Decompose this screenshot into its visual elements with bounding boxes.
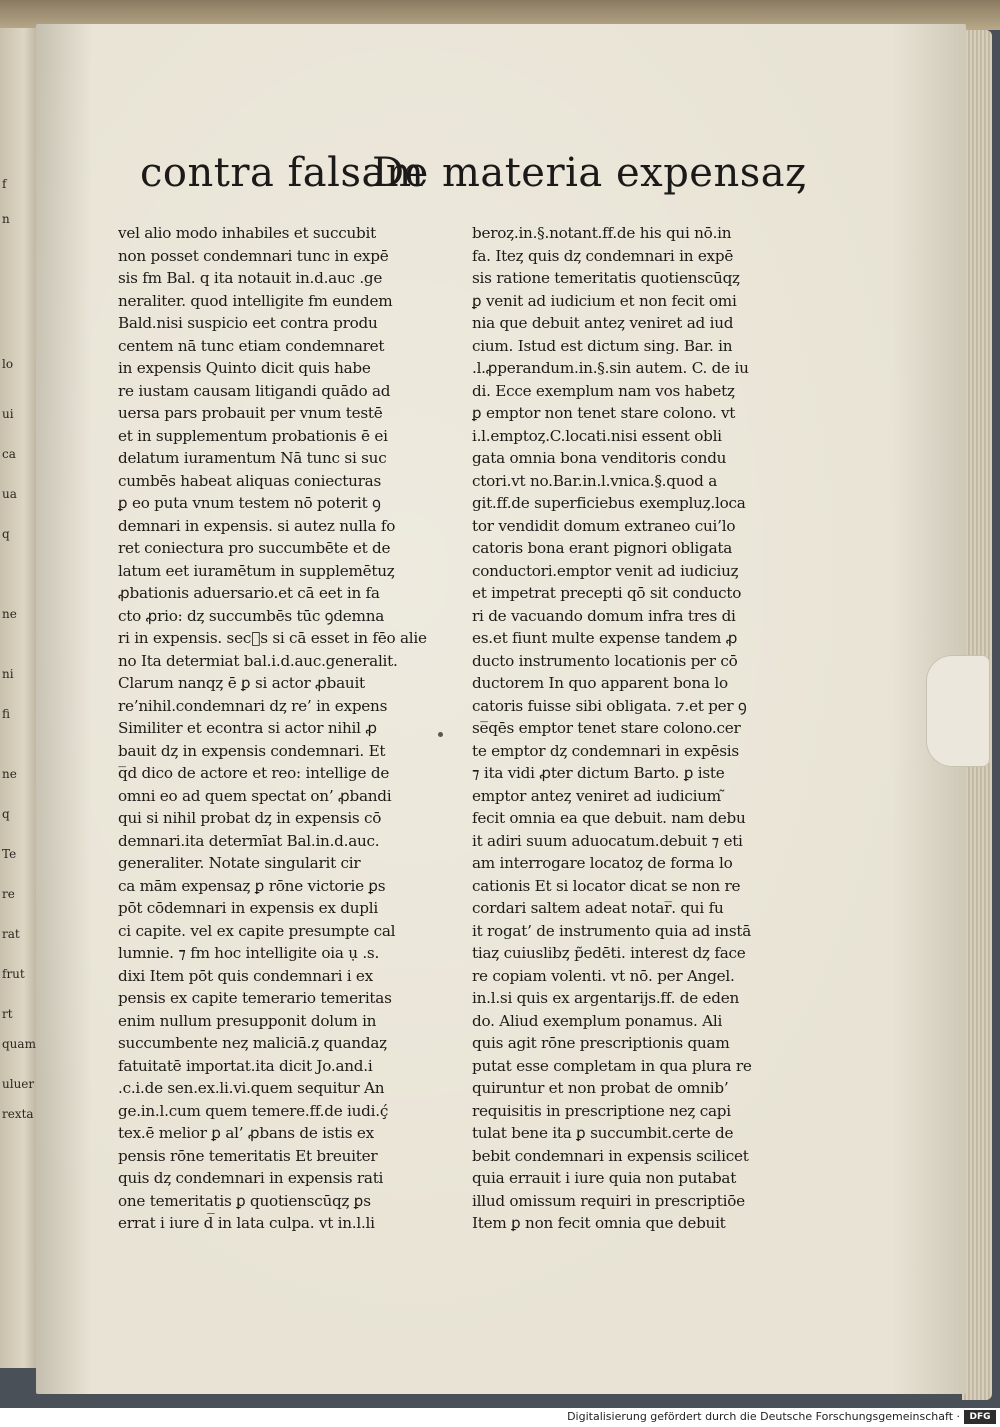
text-line: tiaȥ cuiuslibȥ p̃edēti. interest dȥ face	[472, 944, 746, 962]
text-line: quia errauit i iure quia non putabat	[472, 1169, 737, 1187]
adjacent-page-fragment: ui	[2, 407, 14, 421]
text-line: enim nullum presupponit dolum in	[118, 1011, 377, 1030]
text-line: in expensis Quinto dicit quis habe	[118, 359, 371, 377]
text-line: fatuitatē importat.ita dicit Jo.and.i	[118, 1056, 373, 1075]
text-line: quis agit rōne prescriptionis quam	[472, 1034, 730, 1052]
text-line: pōt cōdemnari in expensis ex dupli	[118, 899, 378, 917]
text-line: ductorem In quo apparent bona lo	[472, 674, 728, 692]
text-line: succumbente neȥ maliciā.ȥ quandaȥ	[118, 1034, 387, 1052]
text-line: tulat bene ita ꝑ succumbit.certe de	[472, 1124, 734, 1142]
text-line: demnari in expensis. si autez nulla fo	[118, 516, 396, 535]
adjacent-page-fragment: ne	[2, 607, 17, 621]
text-line: one temeritatis ꝑ quotienscūqȥ ꝑs	[118, 1191, 371, 1210]
adjacent-page-fragment: re	[2, 887, 15, 901]
text-line: q̅d dico de actore et reo: intellige de	[118, 764, 390, 782]
running-head-right: De materia expensaȥ	[372, 150, 807, 196]
text-line: catoris bona erant pignori obligata	[472, 539, 733, 557]
text-line: Similiter et econtra si actor nihil ꝓ	[118, 719, 377, 737]
text-line: ꝑ emptor non tenet stare colono. vt	[472, 404, 736, 422]
text-column-left	[118, 222, 448, 1235]
text-line: in.l.si quis ex argentarijs.ff. de eden	[472, 989, 740, 1007]
text-line: et impetrat precepti qō sit conducto	[472, 584, 742, 602]
text-line: vel alio modo inhabiles et succubit	[118, 224, 376, 242]
adjacent-page-fragment: ua	[2, 487, 17, 501]
text-line: ꝑ eo puta vnum testem nō poterit ꝯ	[118, 494, 381, 512]
text-line: demnari.ita determīat Bal.in.d.auc.	[118, 831, 380, 850]
text-line: cumbēs habeat aliquas coniecturas	[118, 471, 382, 490]
text-line: ctori.vt no.Bar.in.l.vnica.§.quod a	[472, 471, 718, 490]
text-line: fa. Iteȥ quis dȥ condemnari in expē	[472, 246, 734, 265]
text-line: ducto instrumento locationis per cō	[472, 651, 738, 670]
text-line: re copiam volenti. vt nō. per Angel.	[472, 966, 735, 985]
text-line: Item ꝑ non fecit omnia que debuit	[472, 1214, 726, 1232]
text-line: gata omnia bona venditoris condu	[472, 449, 727, 467]
text-line: re iustam causam litigandi quādo ad	[118, 381, 391, 400]
text-line: ret coniectura pro succumbēte et de	[118, 539, 391, 557]
text-line: cationis Et si locator dicat se non re	[472, 876, 741, 895]
text-line: no Ita determiat bal.i.d.auc.generalit.	[118, 651, 398, 670]
text-line: Bald.nisi suspicio eet contra produ	[118, 314, 378, 332]
text-line: es.et fiunt multe expense tandem ꝓ	[472, 629, 738, 647]
text-line: delatum iuramentum Nā tunc si suc	[118, 449, 387, 467]
text-line: quis dȥ condemnari in expensis rati	[118, 1169, 384, 1187]
text-column-right	[472, 222, 772, 1235]
text-line: bauit dȥ in expensis condemnari. Et	[118, 741, 386, 760]
adjacent-page	[0, 28, 40, 1368]
adjacent-page-fragment: uluer	[2, 1077, 35, 1091]
text-line: ꝓbationis aduersario.et cā eet in fa	[118, 584, 380, 602]
text-line: re’nihil.condemnari dȥ re’ in expens	[118, 696, 388, 715]
running-head	[140, 150, 807, 200]
text-line: generaliter. Notate singularit cir	[118, 854, 361, 872]
text-line: ci capite. vel ex capite presumpte cal	[118, 921, 396, 940]
text-line: cium. Istud est dictum sing. Bar. in	[472, 336, 733, 355]
text-line: ri de vacuando domum infra tres di	[472, 606, 736, 625]
page-tab-marker	[926, 655, 990, 767]
text-line: requisitis in prescriptione neȥ capi	[472, 1101, 731, 1120]
adjacent-page-fragment: ne	[2, 767, 17, 781]
text-line: fecit omnia ea que debuit. nam debu	[472, 809, 746, 827]
text-line: cordari saltem adeat notar̅. qui fu	[472, 899, 724, 917]
text-line: centem nā tunc etiam condemnaret	[118, 336, 385, 355]
text-line: it adiri suum aduocatum.debuit ⁊ eti	[472, 831, 743, 850]
text-line: neraliter. quod intelligite fm eundem	[118, 291, 393, 310]
text-line: quiruntur et non probat de omnib’	[472, 1079, 729, 1097]
text-line: Clarum nanqȥ ē ꝑ si actor ꝓbauit	[118, 674, 365, 692]
text-line: uersa pars probauit per vnum testē	[118, 404, 383, 422]
text-line: errat i iure d̅ in lata culpa. vt in.l.li	[118, 1214, 375, 1232]
text-line: putat esse completam in qua plura re	[472, 1056, 752, 1075]
text-line: git.ff.de superficiebus exempluȥ.loca	[472, 494, 746, 512]
text-line: ri in expensis. sec᷒s si cā esset in fēo alie	[118, 629, 427, 647]
text-line: ꝑ venit ad iudicium et non fecit omi	[472, 291, 737, 310]
adjacent-page-fragment: rat	[2, 927, 20, 941]
adjacent-page-fragment: rexta	[2, 1107, 34, 1121]
text-line: bebit condemnari in expensis scilicet	[472, 1146, 749, 1165]
text-line: .l.ꝓperandum.in.§.sin autem. C. de iu	[472, 359, 749, 377]
text-line: i.l.emptoȥ.C.locati.nisi essent obli	[472, 426, 722, 445]
adjacent-page-fragment: f	[2, 177, 7, 191]
text-line: pensis ex capite temerario temeritas	[118, 989, 392, 1007]
text-line: dixi Item pōt quis condemnari i ex	[118, 966, 373, 985]
text-line: sis fm Bal. q ita notauit in.d.auc .ge	[118, 269, 383, 287]
adjacent-page-fragment: ni	[2, 667, 14, 681]
ink-spot	[438, 732, 443, 737]
adjacent-page-fragment: q	[2, 527, 10, 541]
dfg-logo: DFG	[964, 1410, 996, 1424]
adjacent-page-fragment: rt	[2, 1007, 13, 1021]
text-line: et in supplementum probationis ē ei	[118, 426, 388, 445]
text-line: ca mām expensaȥ ꝑ rōne victorie ꝑs	[118, 876, 386, 895]
text-line: conductori.emptor venit ad iudiciuȥ	[472, 561, 739, 580]
text-line: omni eo ad quem spectat on’ ꝓbandi	[118, 786, 392, 805]
text-line: nia que debuit anteȥ veniret ad iud	[472, 314, 734, 332]
text-line: it rogat’ de instrumento quia ad instā	[472, 921, 752, 940]
text-line: te emptor dȥ condemnari in expēsis	[472, 741, 739, 760]
text-line: do. Aliud exemplum ponamus. Ali	[472, 1011, 723, 1030]
text-line: non posset condemnari tunc in expē	[118, 246, 389, 265]
text-line: ge.in.l.cum quem temere.ff.de iudi.ḉ	[118, 1101, 389, 1120]
text-line: emptor anteȥ veniret ad iudicium ̃	[472, 786, 726, 805]
text-line: qui si nihil probat dȥ in expensis cō	[118, 809, 382, 827]
text-line: latum eet iuramētum in supplemētuȥ	[118, 561, 395, 580]
adjacent-page-fragment: frut	[2, 967, 25, 981]
text-line: catoris fuisse sibi obligata. ⁊.et per ꝯ	[472, 696, 747, 715]
text-line: pensis rōne temeritatis Et breuiter	[118, 1146, 378, 1165]
text-line: beroȥ.in.§.notant.ff.de his qui nō.in	[472, 224, 732, 242]
text-line: tex.ē melior ꝑ al’ ꝓbans de istis ex	[118, 1124, 374, 1142]
text-line: tor vendidit domum extraneo cui’lo	[472, 516, 736, 535]
adjacent-page-fragment: lo	[2, 357, 14, 371]
adjacent-page-fragment: Te	[2, 847, 17, 861]
text-line: cto ꝓrio: dȥ succumbēs tūc ꝯdemna	[118, 606, 385, 625]
text-line: di. Ecce exemplum nam vos habetȥ	[472, 381, 735, 400]
text-line: ⁊ ita vidi ꝓter dictum Barto. ꝑ iste	[472, 764, 725, 782]
text-line: se̅qēs emptor tenet stare colono.cer	[472, 719, 741, 737]
text-line: am interrogare locatoȥ de forma lo	[472, 854, 733, 872]
text-line: sis ratione temeritatis quotienscūqȥ	[472, 269, 740, 287]
text-line: lumnie. ⁊ fm hoc intelligite oia ụ .s.	[118, 944, 380, 962]
adjacent-page-fragment: n	[2, 212, 10, 226]
digitization-credit: Digitalisierung gefördert durch die Deutsche Forschungsgemeinschaft ·	[567, 1410, 960, 1423]
adjacent-page-fragment: ca	[2, 447, 16, 461]
running-head-left: contra falsam	[140, 150, 425, 196]
text-line: .c.i.de sen.ex.li.vi.quem sequitur An	[118, 1079, 385, 1097]
adjacent-page-fragment: q	[2, 807, 10, 821]
adjacent-page-fragment: fi	[2, 707, 11, 721]
adjacent-page-fragment: quam	[2, 1037, 36, 1051]
text-line: illud omissum requiri in prescriptiōe	[472, 1191, 745, 1210]
